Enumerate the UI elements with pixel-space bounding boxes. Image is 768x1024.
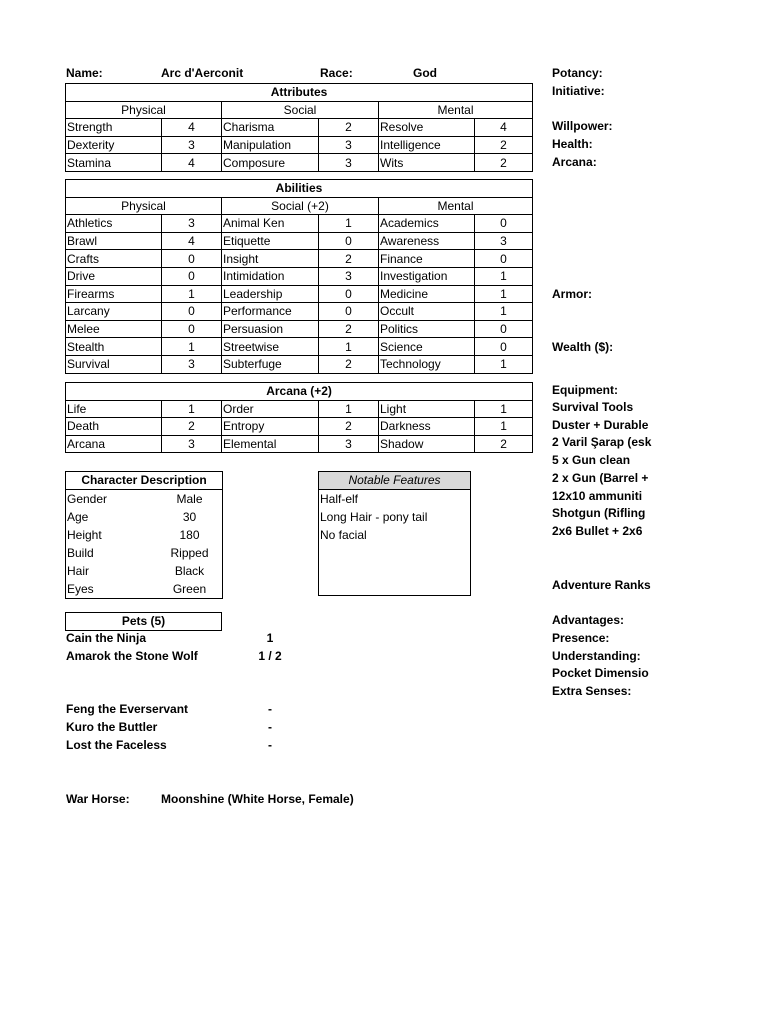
arcana-name: Arcana <box>66 435 162 453</box>
ability-value: 1 <box>475 303 533 321</box>
arcana-value: 3 <box>162 435 222 453</box>
equipment-item: Shotgun (Rifling <box>552 506 646 521</box>
attribute-name: Intelligence <box>379 136 475 154</box>
arcana-value: 1 <box>475 418 533 436</box>
advantage-item: Understanding: <box>552 648 641 663</box>
description-value: 30 <box>182 510 197 524</box>
ability-name: Insight <box>222 250 319 268</box>
ability-name: Athletics <box>66 215 162 233</box>
arcana-value: 2 <box>475 435 533 453</box>
description-row <box>66 562 222 580</box>
ability-name: Persuasion <box>222 320 319 338</box>
armor-label: Armor: <box>552 287 593 301</box>
ability-value: 2 <box>319 250 379 268</box>
ability-row <box>66 338 533 356</box>
ability-name: Technology <box>379 355 475 373</box>
ability-name: Performance <box>222 303 319 321</box>
description-row <box>66 490 222 508</box>
ability-name: Survival <box>66 355 162 373</box>
attribute-name: Charisma <box>222 119 319 137</box>
description-value: Male <box>176 492 203 506</box>
ability-row <box>66 285 533 303</box>
arcana-row <box>66 435 533 453</box>
ability-row <box>66 250 533 268</box>
arcana-value: 1 <box>475 400 533 418</box>
equipment-label: Equipment: <box>552 383 618 397</box>
pet-rank: - <box>268 738 272 752</box>
description-value: Ripped <box>170 546 209 560</box>
description-row <box>66 580 222 598</box>
equipment-item: 12x10 ammuniti <box>552 488 643 503</box>
description-key: Height <box>67 528 102 542</box>
ability-name: Medicine <box>379 285 475 303</box>
attribute-name: Composure <box>222 154 319 172</box>
arcana-label: Arcana: <box>552 155 597 169</box>
arcana-name: Life <box>66 400 162 418</box>
pet-rank: 1 / 2 <box>258 649 282 663</box>
arcana-value: 1 <box>319 400 379 418</box>
ability-name: Intimidation <box>222 267 319 285</box>
arcana-title: Arcana (+2) <box>66 383 533 401</box>
description-key: Eyes <box>67 582 94 596</box>
ability-name: Firearms <box>66 285 162 303</box>
ability-value: 3 <box>162 355 222 373</box>
ability-value: 0 <box>319 232 379 250</box>
attributes-title: Attributes <box>66 84 533 102</box>
ability-name: Finance <box>379 250 475 268</box>
abilities-title: Abilities <box>66 180 533 198</box>
ability-value: 2 <box>319 320 379 338</box>
ability-name: Leadership <box>222 285 319 303</box>
attributes-physical-header: Physical <box>66 101 222 119</box>
ability-name: Larcany <box>66 303 162 321</box>
equipment-item: Duster + Durable <box>552 417 649 432</box>
notable-features-title: Notable Features <box>319 472 470 490</box>
ability-value: 1 <box>475 355 533 373</box>
advantages-label: Advantages: <box>552 613 625 627</box>
war-horse-value: Moonshine (White Horse, Female) <box>161 792 354 806</box>
attributes-mental-header: Mental <box>379 101 533 119</box>
arcana-value: 1 <box>162 400 222 418</box>
attribute-value: 4 <box>475 119 533 137</box>
ability-value: 2 <box>319 355 379 373</box>
pet-name: Lost the Faceless <box>66 738 167 752</box>
attribute-row <box>66 119 533 137</box>
ability-name: Streetwise <box>222 338 319 356</box>
character-description-box <box>65 471 223 599</box>
ability-value: 3 <box>475 232 533 250</box>
attribute-value: 4 <box>162 154 222 172</box>
equipment-item: 2 x Gun (Barrel + <box>552 470 649 485</box>
arcana-row <box>66 400 533 418</box>
pet-name: Feng the Everservant <box>66 702 189 716</box>
ability-name: Occult <box>379 303 475 321</box>
ability-name: Brawl <box>66 232 162 250</box>
ability-value: 0 <box>475 250 533 268</box>
ability-name: Subterfuge <box>222 355 319 373</box>
description-key: Hair <box>67 564 90 578</box>
ability-value: 3 <box>319 267 379 285</box>
attribute-row <box>66 136 533 154</box>
ability-value: 1 <box>162 338 222 356</box>
description-row <box>66 544 222 562</box>
health-label: Health: <box>552 137 593 151</box>
attributes-table <box>65 83 533 172</box>
ability-name: Investigation <box>379 267 475 285</box>
ability-name: Stealth <box>66 338 162 356</box>
character-description-title: Character Description <box>66 472 222 490</box>
ability-value: 0 <box>475 338 533 356</box>
description-key: Gender <box>67 492 108 506</box>
abilities-table <box>65 179 533 374</box>
abilities-physical-header: Physical <box>66 197 222 215</box>
arcana-row <box>66 418 533 436</box>
ability-value: 1 <box>475 285 533 303</box>
name-value: Arc d'Aerconit <box>161 66 244 80</box>
initiative-label: Initiative: <box>552 84 605 98</box>
ability-value: 0 <box>162 267 222 285</box>
pet-name: Kuro the Buttler <box>66 720 158 734</box>
ability-name: Academics <box>379 215 475 233</box>
arcana-name: Entropy <box>222 418 319 436</box>
advantage-item: Pocket Dimensio <box>552 666 649 681</box>
ability-value: 0 <box>475 215 533 233</box>
ability-value: 4 <box>162 232 222 250</box>
ability-value: 0 <box>162 303 222 321</box>
ability-row <box>66 215 533 233</box>
ability-row <box>66 355 533 373</box>
attribute-value: 3 <box>319 154 379 172</box>
advantage-item: Presence: <box>552 631 610 645</box>
description-value: 180 <box>179 528 200 542</box>
ability-name: Crafts <box>66 250 162 268</box>
wealth-label: Wealth ($): <box>552 340 614 354</box>
attribute-value: 3 <box>319 136 379 154</box>
race-label: Race: <box>320 66 353 80</box>
ability-row <box>66 320 533 338</box>
attribute-value: 2 <box>475 136 533 154</box>
arcana-value: 2 <box>162 418 222 436</box>
attribute-value: 2 <box>319 119 379 137</box>
description-value: Green <box>172 582 207 596</box>
attribute-value: 3 <box>162 136 222 154</box>
equipment-item: 2 Varil Şarap (esk <box>552 435 652 450</box>
willpower-label: Willpower: <box>552 119 613 133</box>
ability-name: Awareness <box>379 232 475 250</box>
notable-features-box <box>318 471 471 596</box>
description-key: Age <box>67 510 89 524</box>
name-label: Name: <box>66 66 103 80</box>
ability-value: 3 <box>162 215 222 233</box>
pet-name: Cain the Ninja <box>66 631 147 645</box>
ability-value: 1 <box>475 267 533 285</box>
arcana-name: Light <box>379 400 475 418</box>
arcana-name: Darkness <box>379 418 475 436</box>
ability-value: 0 <box>319 285 379 303</box>
equipment-item: 2x6 Bullet + 2x6 <box>552 523 643 538</box>
pet-rank: - <box>268 720 272 734</box>
pet-name: Amarok the Stone Wolf <box>66 649 198 663</box>
attribute-name: Manipulation <box>222 136 319 154</box>
ability-value: 0 <box>475 320 533 338</box>
attribute-name: Dexterity <box>66 136 162 154</box>
ability-value: 0 <box>162 250 222 268</box>
ability-name: Politics <box>379 320 475 338</box>
abilities-mental-header: Mental <box>379 197 533 215</box>
arcana-name: Death <box>66 418 162 436</box>
notable-feature-item: No facial <box>320 528 367 542</box>
advantage-item: Extra Senses: <box>552 684 632 699</box>
attribute-row <box>66 154 533 172</box>
adventure-ranks-label: Adventure Ranks <box>552 578 651 592</box>
pet-rank: - <box>268 702 272 716</box>
notable-feature-item: Half-elf <box>320 492 359 506</box>
pet-rank: 1 <box>266 631 274 645</box>
equipment-item: 5 x Gun clean <box>552 453 631 468</box>
ability-value: 1 <box>162 285 222 303</box>
ability-name: Melee <box>66 320 162 338</box>
war-horse-label: War Horse: <box>66 792 130 806</box>
ability-value: 0 <box>319 303 379 321</box>
attribute-value: 4 <box>162 119 222 137</box>
attribute-name: Stamina <box>66 154 162 172</box>
attribute-value: 2 <box>475 154 533 172</box>
notable-feature-item: Long Hair - pony tail <box>320 510 428 524</box>
description-row <box>66 526 222 544</box>
arcana-value: 3 <box>319 435 379 453</box>
equipment-item: Survival Tools <box>552 400 634 414</box>
description-value: Black <box>174 564 205 578</box>
race-value: God <box>413 66 437 80</box>
attribute-name: Strength <box>66 119 162 137</box>
attribute-name: Resolve <box>379 119 475 137</box>
ability-name: Animal Ken <box>222 215 319 233</box>
arcana-value: 2 <box>319 418 379 436</box>
ability-row <box>66 267 533 285</box>
abilities-social-header: Social (+2) <box>222 197 379 215</box>
ability-value: 0 <box>162 320 222 338</box>
ability-name: Science <box>379 338 475 356</box>
description-row <box>66 508 222 526</box>
ability-value: 1 <box>319 215 379 233</box>
ability-name: Drive <box>66 267 162 285</box>
attribute-name: Wits <box>379 154 475 172</box>
ability-row <box>66 303 533 321</box>
arcana-table <box>65 382 533 453</box>
pets-title: Pets (5) <box>65 612 222 631</box>
arcana-name: Shadow <box>379 435 475 453</box>
potancy-label: Potancy: <box>552 66 603 80</box>
ability-value: 1 <box>319 338 379 356</box>
ability-name: Etiquette <box>222 232 319 250</box>
attributes-social-header: Social <box>222 101 379 119</box>
arcana-name: Elemental <box>222 435 319 453</box>
ability-row <box>66 232 533 250</box>
description-key: Build <box>67 546 94 560</box>
arcana-name: Order <box>222 400 319 418</box>
